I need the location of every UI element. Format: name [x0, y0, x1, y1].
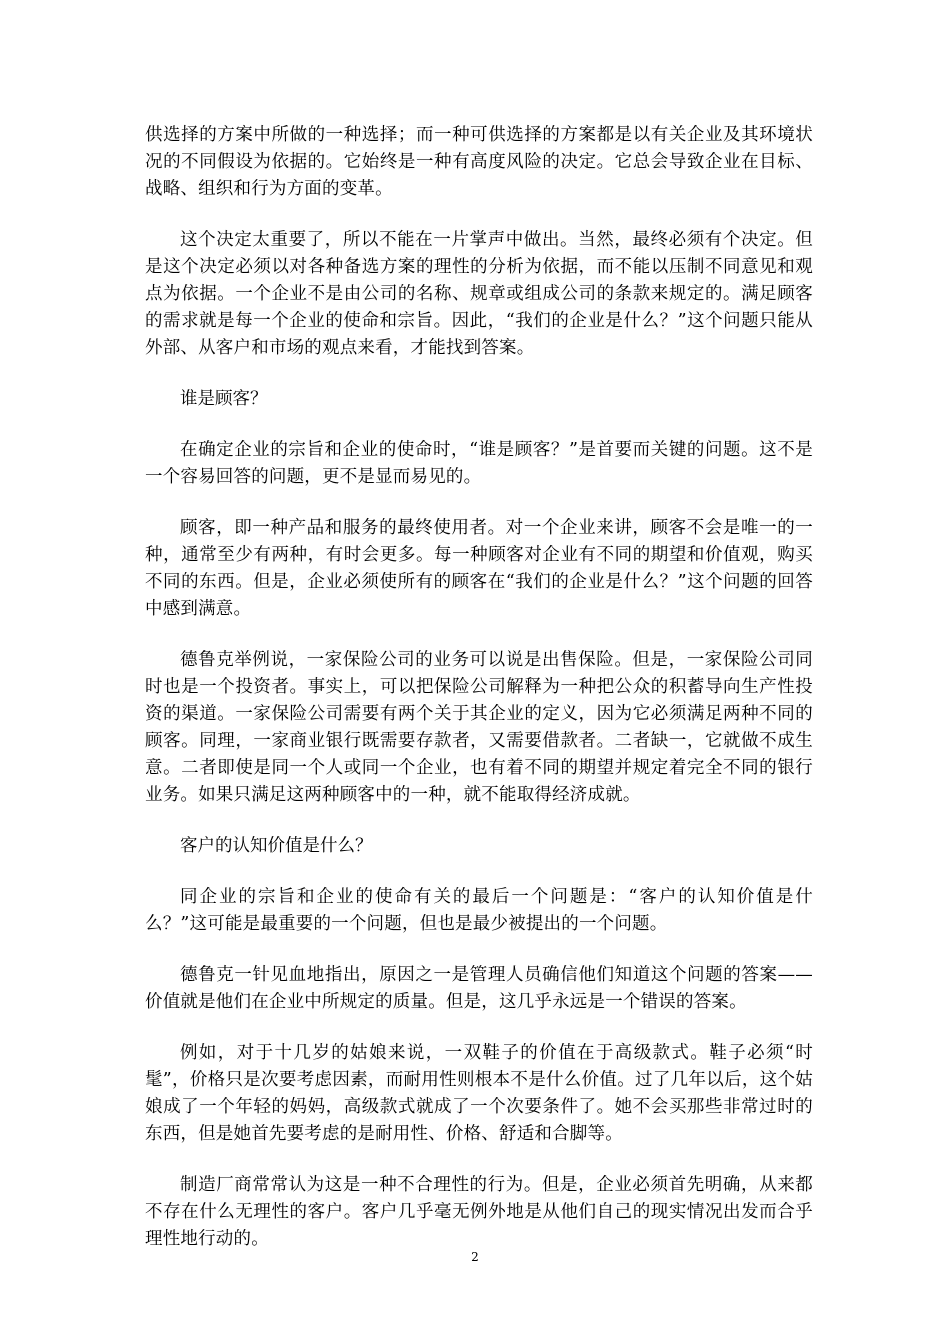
paragraph-last-question: 同企业的宗旨和企业的使命有关的最后一个问题是：“客户的认知价值是什么？”这可能是最重要的一个问题，但也是最少被提出的一个问题。 — [145, 887, 813, 934]
paragraph-customer-definition: 顾客，即一种产品和服务的最终使用者。对一个企业来讲，顾客不会是唯一的一种，通常至少有两种，有时会更多。每一种顾客对企业有不同的期望和价值观，购买不同的东西。但是，企业必须使所有的顾客在“我们的企业是什么？”这个问题的回答中感到满意。 — [145, 518, 813, 619]
paragraph-rational-customer: 制造厂商常常认为这是一种不合理性的行为。但是，企业必须首先明确，从来都不存在什么无理性的客户。客户几乎毫无例外地是从他们自己的现实情况出发而合乎理性地行动的。 — [145, 1175, 813, 1249]
paragraph-key-question: 在确定企业的宗旨和企业的使命时，“谁是顾客？”是首要而关键的问题。这不是一个容易回答的问题，更不是显而易见的。 — [145, 440, 813, 487]
page-number: 2 — [471, 1250, 479, 1264]
paragraph-shoe-example: 例如，对于十几岁的姑娘来说，一双鞋子的价值在于高级款式。鞋子必须“时髦”，价格只是次要考虑因素，而耐用性则根本不是什么价值。过了几年以后，这个姑娘成了一个年轻的妈妈，高级款式就成了一个次要条件了。她不会买那些非常过时的东西，但是她首先要考虑的是耐用性、价格、舒适和合脚等。 — [145, 1043, 813, 1144]
section-heading-perceived-value: 客户的认知价值是什么？ — [180, 836, 373, 856]
section-heading-who-is-customer: 谁是顾客？ — [180, 389, 268, 409]
paragraph-decision: 这个决定太重要了，所以不能在一片掌声中做出。当然，最终必须有个决定。但是这个决定必须以对各种备选方案的理性的分析为依据，而不能以压制不同意见和观点为依据。一个企业不是由公司的名称、规章或组成公司的条款来规定的。满足顾客的需求就是每一个企业的使命和宗旨。因此，“我们的企业是什么？”这个问题只能从外部、从客户和市场的观点来看，才能找到答案。 — [145, 230, 813, 358]
paragraph-continued: 供选择的方案中所做的一种选择；而一种可供选择的方案都是以有关企业及其环境状况的不同假设为依据的。它始终是一种有高度风险的决定。它总会导致企业在目标、战略、组织和行为方面的变革。 — [145, 125, 813, 199]
document-page — [145, 122, 813, 1277]
paragraph-drucker-point: 德鲁克一针见血地指出，原因之一是管理人员确信他们知道这个问题的答案——价值就是他们在企业中所规定的质量。但是，这几乎永远是一个错误的答案。 — [145, 965, 813, 1012]
paragraph-insurance-example: 德鲁克举例说，一家保险公司的业务可以说是出售保险。但是，一家保险公司同时也是一个投资者。事实上，可以把保险公司解释为一种把公众的积蓄导向生产性投资的渠道。一家保险公司需要有两个关于其企业的定义，因为它必须满足两种不同的顾客。同理，一家商业银行既需要存款者，又需要借款者。二者缺一，它就做不成生意。二者即使是同一个人或同一个企业，也有着不同的期望并规定着完全不同的银行业务。如果只满足这两种顾客中的一种，就不能取得经济成就。 — [145, 650, 813, 805]
